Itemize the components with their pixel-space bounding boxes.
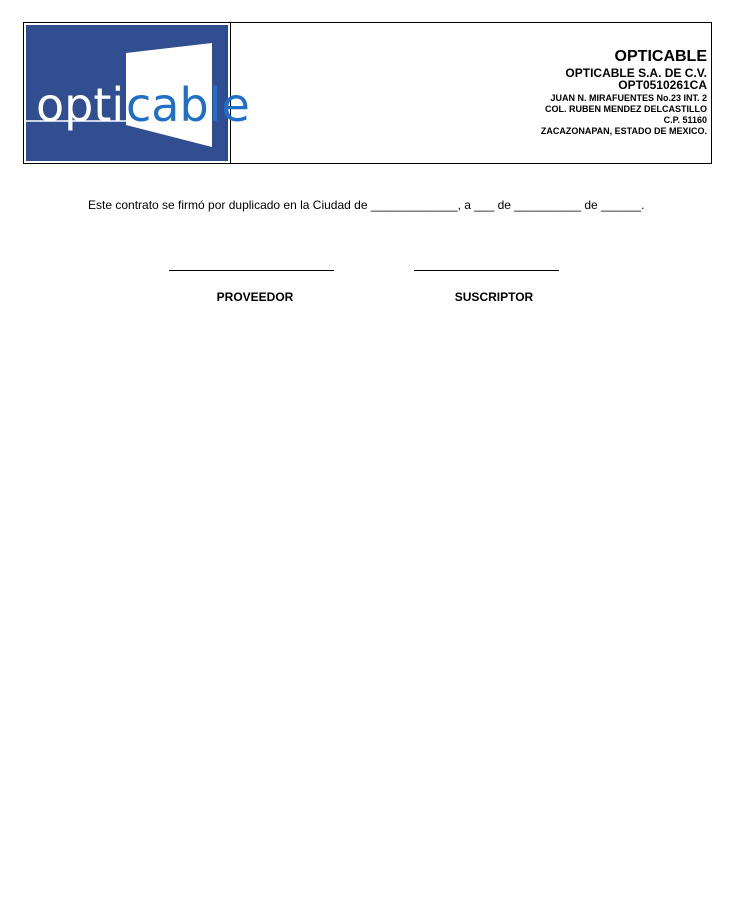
postal-code: C.P. 51160 [663,115,707,125]
contract-statement: Este contrato se firmó por duplicado en la Ciudad de _____________, a ___ de __________ de ______. [88,198,645,212]
subscriber-signature-line [414,270,559,271]
subscriber-label: SUSCRIPTOR [454,290,534,304]
legal-name: OPTICABLE S.A. DE C.V. [565,66,707,80]
provider-label: PROVEEDOR [216,290,294,304]
company-logo [26,25,250,161]
logo-text-bold: cable [126,78,250,132]
logo-text-light: opti [36,78,125,132]
address-street: JUAN N. MIRAFUENTES No.23 INT. 2 [550,93,707,103]
address-colony: COL. RUBEN MENDEZ DELCASTILLO [545,104,707,114]
company-name: OPTICABLE [614,48,707,65]
letterhead [23,22,712,164]
logo-graphic [26,25,250,161]
logo-cell [24,23,250,163]
provider-signature-line [169,270,334,271]
company-info [231,23,711,163]
city-state: ZACAZONAPAN, ESTADO DE MEXICO. [540,126,707,136]
rfc: OPT0510261CA [618,78,707,92]
